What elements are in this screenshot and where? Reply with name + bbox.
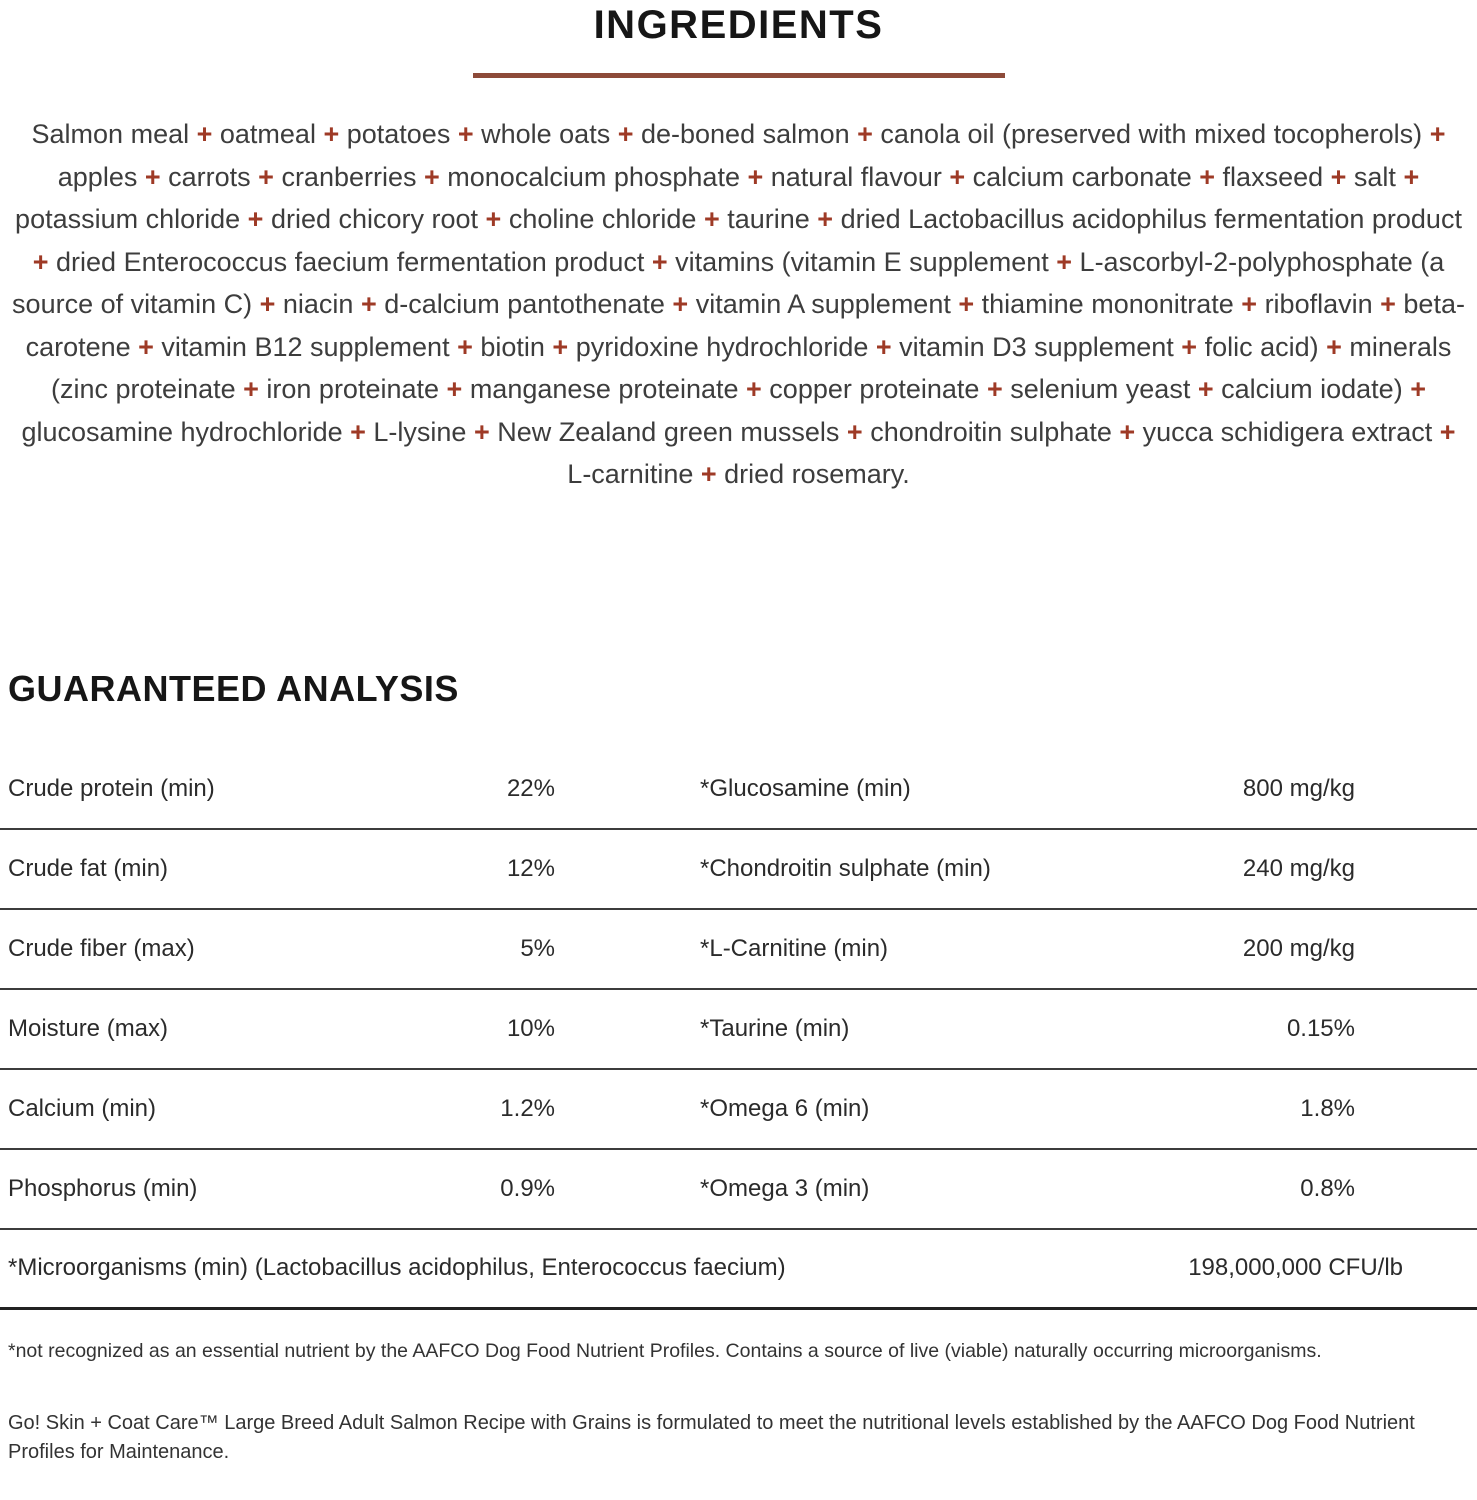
ingredient-item: dried chicory root bbox=[270, 204, 479, 234]
ingredient-separator: + bbox=[849, 119, 881, 149]
ingredient-item: Salmon meal bbox=[31, 119, 190, 149]
ingredient-item: calcium iodate) bbox=[1221, 374, 1403, 404]
ingredient-item: cranberries bbox=[281, 161, 417, 192]
ingredient-item: whole oats bbox=[481, 119, 611, 149]
nutrient-value: 10% bbox=[506, 1014, 555, 1042]
ingredient-separator: + bbox=[1318, 331, 1350, 362]
analysis-left-pair bbox=[8, 855, 555, 883]
nutrient-label: Crude fat (min) bbox=[8, 854, 169, 882]
microorganisms-label: *Microorganisms (min) (Lactobacillus acidophilus, Enterococcus faecium) bbox=[8, 1254, 786, 1281]
nutrient-label: *Chondroitin sulphate (min) bbox=[700, 854, 991, 882]
ingredient-item: dried Lactobacillus acidophilus fermentation product bbox=[840, 204, 1462, 234]
ingredient-item: L-carnitine bbox=[567, 459, 694, 489]
ingredient-separator: + bbox=[739, 161, 771, 192]
analysis-left-pair bbox=[8, 1015, 555, 1043]
ingredient-separator: + bbox=[738, 374, 770, 404]
guaranteed-analysis-section bbox=[0, 668, 1477, 1363]
ingredient-item: oatmeal bbox=[219, 119, 316, 149]
ingredient-separator: + bbox=[950, 289, 982, 319]
ingredient-item: dried rosemary. bbox=[724, 459, 910, 489]
ingredients-section bbox=[0, 3, 1477, 496]
ingredient-item: L-lysine bbox=[373, 416, 467, 447]
analysis-right-pair bbox=[700, 1015, 1355, 1043]
ingredient-item: potatoes bbox=[346, 119, 451, 149]
nutrient-value: 0.9% bbox=[500, 1174, 555, 1202]
microorganisms-row bbox=[0, 1230, 1477, 1310]
ingredients-text bbox=[8, 113, 1469, 496]
ingredient-item: thiamine mononitrate bbox=[981, 289, 1234, 319]
ingredient-item: d-calcium pantothenate bbox=[384, 289, 665, 319]
ingredient-separator: + bbox=[478, 204, 509, 234]
ingredient-separator: + bbox=[1323, 161, 1354, 192]
ingredient-separator: + bbox=[466, 416, 498, 447]
nutrient-value: 22% bbox=[506, 774, 555, 802]
ingredient-item: vitamin B12 supplement bbox=[161, 331, 450, 362]
ingredient-item: riboflavin bbox=[1264, 289, 1373, 319]
guaranteed-analysis-table bbox=[0, 750, 1477, 1230]
ingredients-divider-rule bbox=[473, 73, 1005, 78]
analysis-row bbox=[0, 910, 1477, 990]
ingredient-item: copper proteinate bbox=[769, 374, 980, 404]
analysis-right-pair bbox=[700, 775, 1355, 803]
nutrient-label: *Omega 6 (min) bbox=[700, 1094, 870, 1122]
nutrient-label: *Glucosamine (min) bbox=[700, 774, 911, 802]
ingredient-item: selenium yeast bbox=[1010, 374, 1191, 404]
microorganisms-value: 198,000,000 CFU/lb bbox=[1188, 1254, 1403, 1281]
analysis-right-pair bbox=[700, 1095, 1355, 1123]
ingredient-item: flaxseed bbox=[1222, 161, 1324, 192]
ingredient-item: apples bbox=[57, 161, 138, 192]
ingredients-title: INGREDIENTS bbox=[593, 3, 884, 47]
ingredient-item: iron proteinate bbox=[266, 374, 440, 404]
ingredient-item: taurine bbox=[727, 204, 810, 234]
ingredient-separator: + bbox=[1422, 119, 1446, 149]
ingredient-item: calcium carbonate bbox=[972, 161, 1192, 192]
ingredient-separator: + bbox=[1402, 374, 1426, 404]
ingredient-separator: + bbox=[610, 119, 641, 149]
ingredient-item: potassium chloride bbox=[15, 204, 241, 234]
analysis-right-pair bbox=[700, 1175, 1355, 1203]
ingredient-separator: + bbox=[353, 289, 385, 319]
ingredient-separator: + bbox=[1372, 289, 1404, 319]
ingredient-item: salt bbox=[1353, 161, 1396, 192]
ingredient-separator: + bbox=[1233, 289, 1265, 319]
ingredient-item: folic acid) bbox=[1204, 331, 1319, 362]
guaranteed-analysis-title: GUARANTEED ANALYSIS bbox=[8, 667, 459, 709]
analysis-left-pair bbox=[8, 1175, 555, 1203]
ingredient-item: manganese proteinate bbox=[469, 374, 739, 404]
analysis-left-pair bbox=[8, 1095, 555, 1123]
ingredient-item: L-ascorbyl-2-polyphosphate (a source of vitamin C) bbox=[12, 246, 1445, 319]
ingredient-item: vitamin D3 supplement bbox=[899, 331, 1174, 362]
ingredient-separator: + bbox=[1190, 374, 1222, 404]
ingredient-item: de-boned salmon bbox=[640, 119, 850, 149]
analysis-right-pair bbox=[700, 935, 1355, 963]
ingredient-item: choline chloride bbox=[508, 204, 697, 234]
analysis-right-pair bbox=[700, 855, 1355, 883]
ingredient-item: monocalcium phosphate bbox=[447, 161, 740, 192]
ingredient-item: carrots bbox=[168, 161, 251, 192]
ingredient-separator: + bbox=[979, 374, 1011, 404]
ingredient-separator: + bbox=[1432, 416, 1456, 447]
nutrient-value: 1.2% bbox=[500, 1094, 555, 1122]
analysis-row bbox=[0, 990, 1477, 1070]
nutrient-label: Calcium (min) bbox=[8, 1094, 157, 1122]
analysis-row bbox=[0, 1150, 1477, 1230]
ingredient-separator: + bbox=[1395, 161, 1420, 192]
ingredient-separator: + bbox=[342, 416, 374, 447]
nutrient-value: 0.15% bbox=[1286, 1014, 1355, 1042]
ingredient-separator: + bbox=[449, 331, 481, 362]
nutrient-label: *L-Carnitine (min) bbox=[700, 934, 889, 962]
analysis-left-pair bbox=[8, 775, 555, 803]
ingredient-item: biotin bbox=[480, 331, 545, 362]
nutrient-value: 0.8% bbox=[1300, 1174, 1355, 1202]
nutrient-value: 240 mg/kg bbox=[1242, 854, 1355, 882]
ingredient-item: chondroitin sulphate bbox=[870, 416, 1112, 447]
ingredient-separator: + bbox=[250, 161, 282, 192]
ingredient-item: natural flavour bbox=[770, 161, 942, 192]
nutrient-label: Crude protein (min) bbox=[8, 774, 215, 802]
ingredient-separator: + bbox=[544, 331, 576, 362]
nutrient-value: 5% bbox=[520, 934, 555, 962]
ingredient-item: glucosamine hydrochloride bbox=[21, 416, 343, 447]
aafco-footnote: *not recognized as an essential nutrient by the AAFCO Dog Food Nutrient Profiles. Contains a source of live (viable) naturally occurring microorganisms. bbox=[8, 1339, 1322, 1362]
ingredient-separator: + bbox=[839, 416, 871, 447]
analysis-row bbox=[0, 1070, 1477, 1150]
ingredient-item: canola oil (preserved with mixed tocopherols) bbox=[880, 119, 1423, 149]
ingredient-item: beta-carotene bbox=[25, 289, 1465, 362]
ingredient-item: pyridoxine hydrochloride bbox=[575, 331, 869, 362]
ingredient-item: dried Enterococcus faecium fermentation product bbox=[56, 246, 645, 277]
ingredient-item: vitamin A supplement bbox=[695, 289, 951, 319]
analysis-row bbox=[0, 750, 1477, 830]
ingredient-separator: + bbox=[240, 204, 271, 234]
ingredient-separator: + bbox=[416, 161, 448, 192]
ingredient-separator: + bbox=[439, 374, 470, 404]
ingredient-item: yucca schidigera extract bbox=[1142, 416, 1433, 447]
ingredient-separator: + bbox=[137, 161, 169, 192]
nutrient-value: 800 mg/kg bbox=[1242, 774, 1355, 802]
ingredient-separator: + bbox=[1191, 161, 1223, 192]
ingredient-separator: + bbox=[32, 246, 57, 277]
ingredient-separator: + bbox=[130, 331, 162, 362]
analysis-left-pair bbox=[8, 935, 555, 963]
nutrient-label: Crude fiber (max) bbox=[8, 934, 195, 962]
nutrient-label: *Taurine (min) bbox=[700, 1014, 850, 1042]
ingredient-item: vitamins (vitamin E supplement bbox=[675, 246, 1049, 277]
nutrient-value: 1.8% bbox=[1300, 1094, 1355, 1122]
ingredient-item: New Zealand green mussels bbox=[497, 416, 840, 447]
formulation-statement: Go! Skin + Coat Care™ Large Breed Adult Salmon Recipe with Grains is formulated to meet the nutritional levels established by the AAFCO Dog Food Nutrient Profiles for Maintenance. bbox=[8, 1411, 1415, 1463]
ingredient-item: niacin bbox=[282, 289, 354, 319]
ingredient-separator: + bbox=[693, 459, 725, 489]
ingredient-separator: + bbox=[941, 161, 973, 192]
ingredient-separator: + bbox=[1048, 246, 1080, 277]
ingredient-separator: + bbox=[1173, 331, 1205, 362]
nutrient-label: Phosphorus (min) bbox=[8, 1174, 198, 1202]
ingredient-separator: + bbox=[252, 289, 283, 319]
ingredient-separator: + bbox=[450, 119, 482, 149]
ingredient-separator: + bbox=[235, 374, 267, 404]
analysis-row bbox=[0, 830, 1477, 910]
ingredient-separator: + bbox=[809, 204, 841, 234]
ingredient-separator: + bbox=[664, 289, 696, 319]
ingredient-separator: + bbox=[644, 246, 676, 277]
nutrient-value: 200 mg/kg bbox=[1242, 934, 1355, 962]
ingredient-separator: + bbox=[189, 119, 220, 149]
ingredient-item: minerals (zinc proteinate bbox=[51, 331, 1452, 404]
nutrient-label: Moisture (max) bbox=[8, 1014, 169, 1042]
nutrient-label: *Omega 3 (min) bbox=[700, 1174, 870, 1202]
ingredient-separator: + bbox=[1111, 416, 1143, 447]
ingredient-separator: + bbox=[315, 119, 347, 149]
ingredient-separator: + bbox=[868, 331, 900, 362]
ingredient-separator: + bbox=[696, 204, 728, 234]
nutrient-value: 12% bbox=[506, 854, 555, 882]
